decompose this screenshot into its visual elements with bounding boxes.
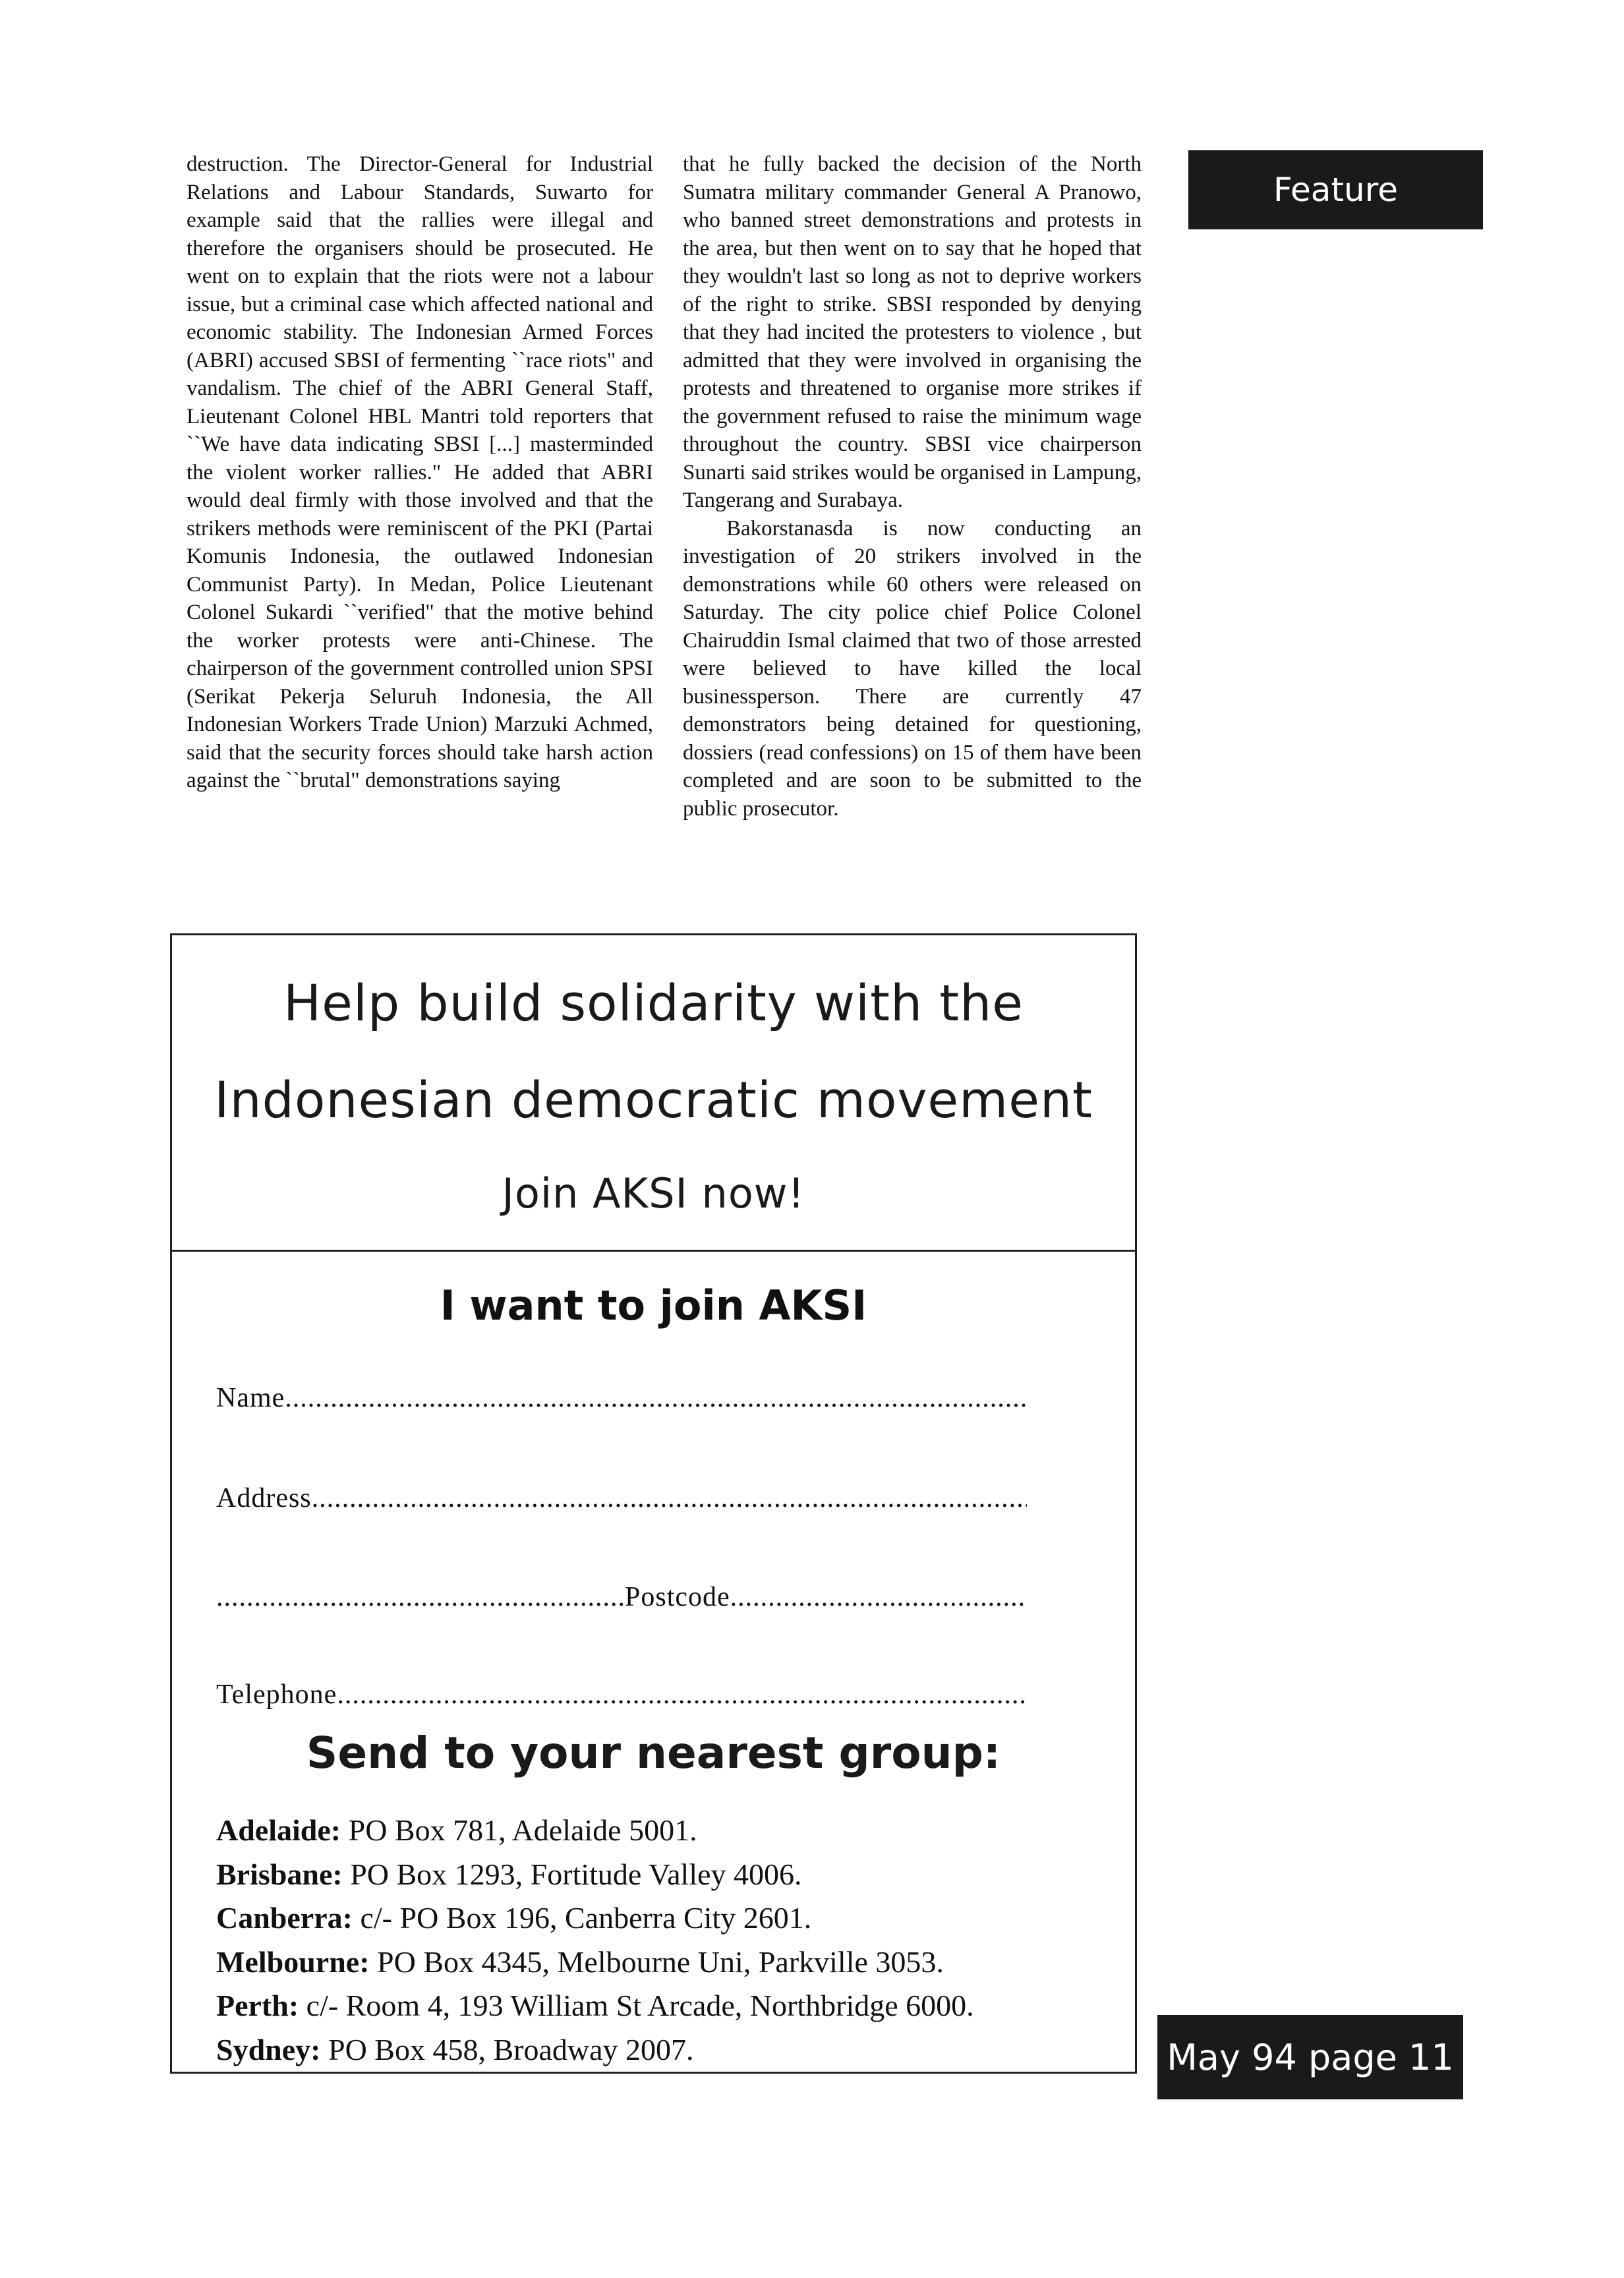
section-tag: Feature — [1188, 150, 1483, 229]
advert-headline-1: Help build solidarity with the — [283, 974, 1024, 1032]
article-paragraph: destruction. The Director-General for Industrial Relations and Labour Standards, Suwarto for example said that the rallies were illegal and therefore the organisers should be prosecuted. He went on to explain that the riots were not a labour issue, but a criminal case which affected national and economic stability. The Indonesian Armed Forces (ABRI) accused SBSI of fermenting ``race riots" and vandalism. The chief of the ABRI General Staff, Lieutenant Colonel HBL Mantri told reporters that ``We have data indicating SBSI [...] masterminded the violent worker rallies." He added that ABRI would deal firmly with those involved and that the strikers methods were reminiscent of the PKI (Partai Komunis Indonesia, the outlawed Indonesian Communist Party). In Medan, Police Lieutenant Colonel Sukardi ``verified" that the motive behind the worker protests were anti-Chinese. The chairperson of the government controlled union SPSI (Serikat Pekerja Seluruh Indonesia, the All Indonesian Workers Trade Union) Marzuki Achmed, said that the security forces should take harsh action against the ``brutal" demonstrations saying — [187, 152, 653, 792]
group-postal-address: PO Box 458, Broadway 2007. — [328, 2032, 694, 2066]
name-field[interactable] — [216, 1382, 1027, 1414]
group-city: Perth: — [216, 1989, 299, 2022]
postcode-fill-line[interactable] — [730, 1581, 1027, 1613]
advert-header — [172, 935, 1135, 1252]
group-address-list — [216, 1809, 1106, 2072]
group-city: Canberra: — [216, 1901, 353, 1935]
group-postal-address: PO Box 4345, Melbourne Uni, Parkville 3053. — [377, 1944, 944, 1979]
group-address — [216, 1809, 1106, 1853]
group-city: Brisbane: — [216, 1857, 343, 1891]
postcode-label: Postcode — [625, 1582, 730, 1612]
article-column-left — [187, 150, 653, 795]
address-line-2-fill[interactable] — [216, 1581, 625, 1613]
advert-call-to-action: Join AKSI now! — [502, 1169, 805, 1217]
address-fill-line[interactable] — [312, 1482, 1027, 1514]
article-column-right — [683, 150, 1142, 823]
address-label: Address — [216, 1483, 312, 1513]
page-footer-tag: May 94 page 11 — [1157, 2015, 1463, 2099]
group-address — [216, 2028, 1106, 2072]
group-postal-address: c/- PO Box 196, Canberra City 2601. — [360, 1901, 812, 1935]
membership-advert — [170, 933, 1137, 2074]
group-city: Adelaide: — [216, 1813, 341, 1847]
article-paragraph: that he fully backed the decision of the North Sumatra military commander General A Pranowo, who banned street demonstrations and protests in the area, but then went on to say that he hoped that they wouldn't last so long as not to deprive workers of the right to strike. SBSI responded by denying that they had incited the protesters to violence , but admitted that they were involved in organising the protests and threatened to organise more strikes if the government refused to raise the minimum wage throughout the country. SBSI vice chairperson Sunarti said strikes would be organised in Lampung, Tangerang and Surabaya. — [683, 152, 1142, 512]
name-fill-line[interactable] — [285, 1382, 1027, 1414]
group-address — [216, 1941, 1106, 1985]
group-city: Sydney: — [216, 2032, 321, 2066]
article-paragraph: Bakorstanasda is now conducting an investigation of 20 strikers involved in the demonstrations while 60 others were released on Saturday. The city police chief Police Colonel Chairuddin Ismal claimed that two of those arrested were believed to have killed the local businessperson. There are currently 47 demonstrators being detained for questioning, dossiers (read confessions) on 15 of them have been completed and are soon to be submitted to the public prosecutor. — [683, 516, 1142, 821]
group-address — [216, 1896, 1106, 1941]
telephone-label: Telephone — [216, 1679, 337, 1710]
form-title: I want to join AKSI — [440, 1281, 867, 1329]
group-city: Melbourne: — [216, 1944, 370, 1979]
send-title: Send to your nearest group: — [306, 1728, 1001, 1778]
group-address — [216, 1853, 1106, 1897]
group-address — [216, 1984, 1106, 2028]
telephone-field[interactable] — [216, 1679, 1027, 1710]
advert-headline-2: Indonesian democratic movement — [214, 1070, 1093, 1129]
group-postal-address: PO Box 1293, Fortitude Valley 4006. — [350, 1857, 802, 1891]
group-postal-address: c/- Room 4, 193 William St Arcade, Northbridge 6000. — [306, 1989, 974, 2022]
group-postal-address: PO Box 781, Adelaide 5001. — [348, 1813, 697, 1847]
telephone-fill-line[interactable] — [337, 1679, 1027, 1710]
postcode-field[interactable] — [216, 1581, 1027, 1613]
name-label: Name — [216, 1383, 285, 1413]
address-field[interactable] — [216, 1482, 1027, 1514]
